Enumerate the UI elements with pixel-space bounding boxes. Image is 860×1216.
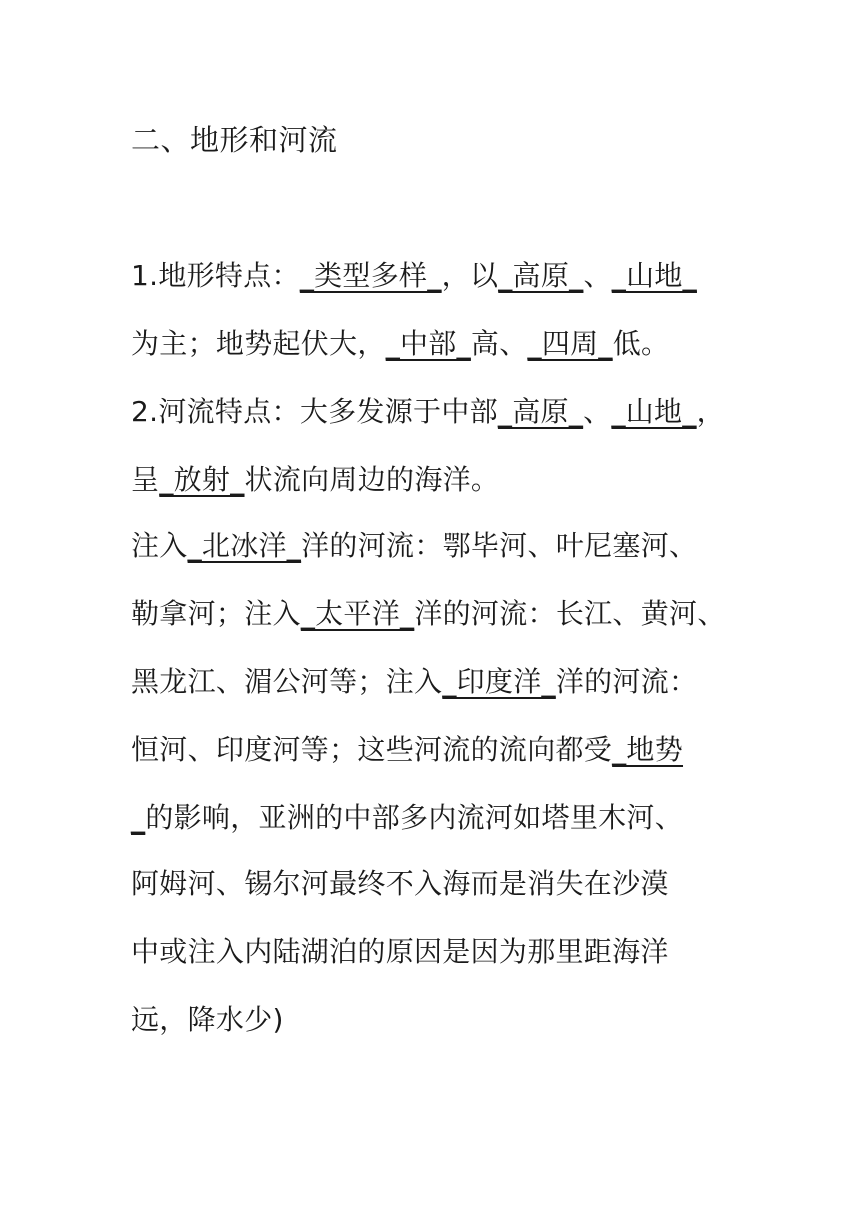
text-segment: 、 xyxy=(583,259,612,292)
fill-in-answer: _印度洋_ xyxy=(442,665,556,698)
text-segment: 注入 xyxy=(131,529,188,562)
text-segment: 状流向周边的海洋。 xyxy=(244,463,500,496)
text-line-11 xyxy=(131,930,669,974)
section-heading: 二、地形和河流 xyxy=(131,123,338,157)
text-segment: 恒河、印度河等；这些河流的流向都受 xyxy=(131,733,613,766)
text-segment: 洋的河流： xyxy=(555,665,698,698)
text-segment: 2.河流特点：大多发源于中部 xyxy=(131,395,498,428)
text-segment: 中或注入内陆湖泊的原因是因为那里距海洋 xyxy=(131,935,669,968)
fill-in-answer: _四周_ xyxy=(527,327,613,360)
text-segment: 低。 xyxy=(612,327,670,360)
text-segment: 高、 xyxy=(470,327,528,360)
text-segment: 洋的河流：鄂毕河、叶尼塞河、 xyxy=(301,529,698,562)
text-line-12 xyxy=(131,998,284,1042)
fill-in-answer: _类型多样_ xyxy=(299,259,442,292)
text-line-8 xyxy=(131,728,683,772)
text-line-5 xyxy=(131,524,697,568)
fill-in-answer: _中部_ xyxy=(385,327,471,360)
fill-in-answer: _放射_ xyxy=(159,463,245,496)
text-segment: ，以 xyxy=(441,259,499,292)
text-segment: ， xyxy=(696,395,725,428)
text-line-1 xyxy=(131,254,697,298)
text-segment: 、 xyxy=(583,395,612,428)
text-line-10 xyxy=(131,862,669,906)
text-segment: 勒拿河；注入 xyxy=(131,597,301,630)
text-line-3 xyxy=(131,390,725,434)
text-segment: 阿姆河、锡尔河最终不入海而是消失在沙漠 xyxy=(131,867,669,900)
fill-in-answer: _太平洋_ xyxy=(300,597,415,630)
fill-in-answer: _北冰洋_ xyxy=(187,529,302,562)
fill-in-answer: _高原_ xyxy=(498,259,584,292)
text-line-4 xyxy=(131,458,499,502)
text-line-6 xyxy=(131,592,726,636)
text-line-2 xyxy=(131,322,669,366)
text-line-9 xyxy=(131,796,683,840)
text-segment: 呈 xyxy=(131,463,160,496)
text-segment: 黑龙江、湄公河等；注入 xyxy=(131,665,443,698)
text-segment: 远，降水少) xyxy=(131,1003,284,1036)
fill-in-answer: _山地_ xyxy=(611,259,697,292)
fill-in-answer: _ xyxy=(131,801,146,834)
text-segment: 的影响，亚洲的中部多内流河如塔里木河、 xyxy=(145,801,684,834)
text-segment: 洋的河流：长江、黄河、 xyxy=(414,597,726,630)
fill-in-answer: _地势 xyxy=(612,733,684,766)
fill-in-answer: _高原_ xyxy=(497,395,584,428)
fill-in-answer: _山地_ xyxy=(611,395,697,428)
text-segment: 1.地形特点： xyxy=(131,259,300,292)
text-line-7 xyxy=(131,660,697,704)
text-segment: 为主；地势起伏大， xyxy=(131,327,386,360)
